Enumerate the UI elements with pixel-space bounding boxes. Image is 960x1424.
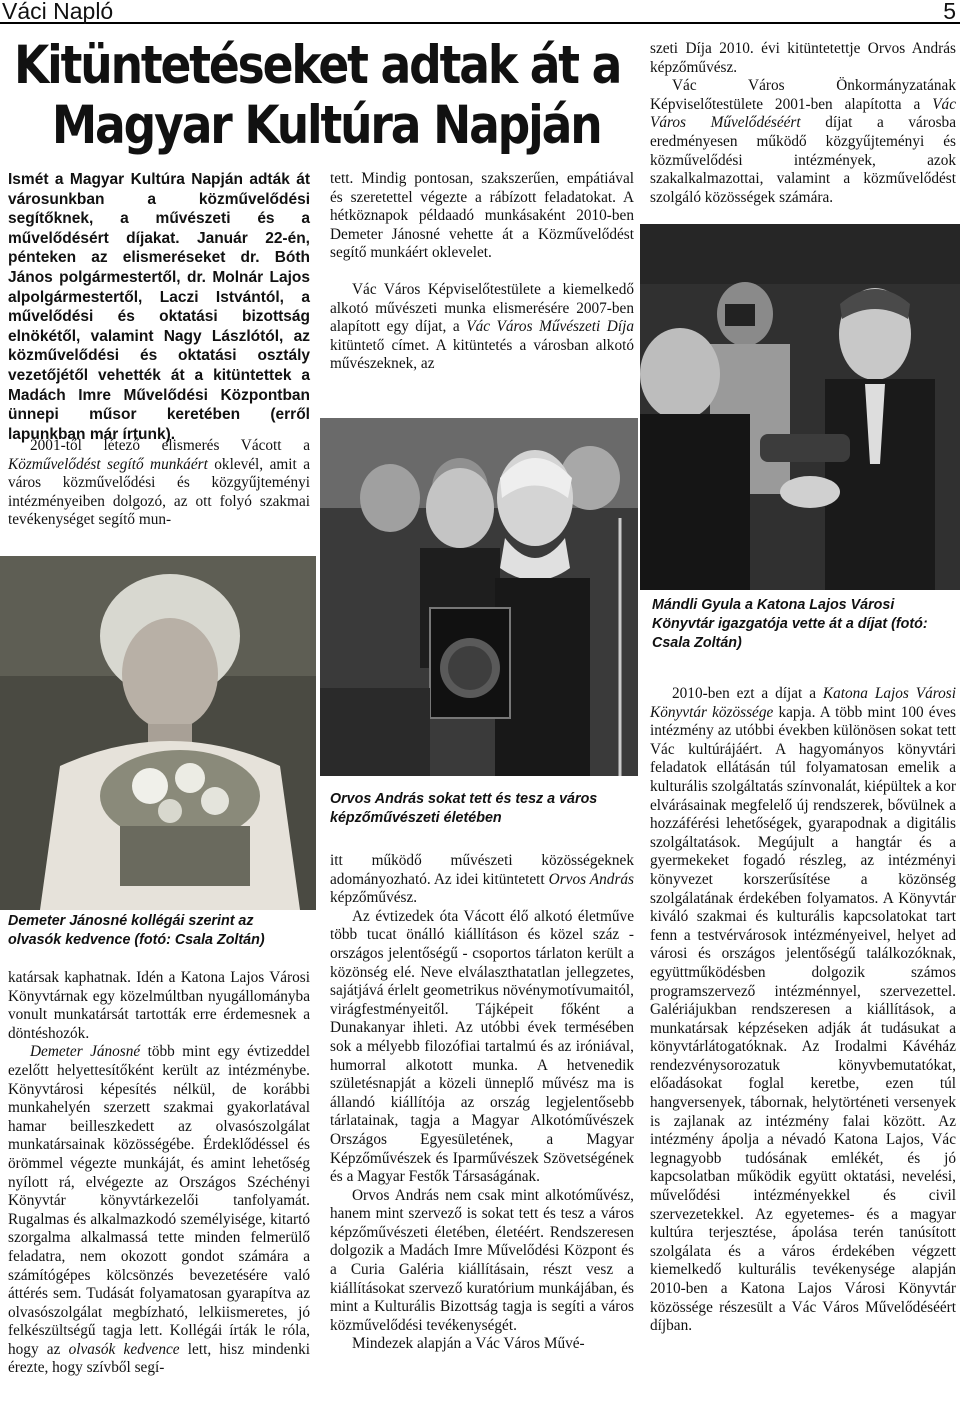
col3-paragraph-2: Vác Város Önkormányzatának Képviselőtestülete 2001-ben alapította a Vác Város Művelődéséért díjat a városba eredményesen működő közgyűjteményi és közművelődési intézmények, azok szakalkalmazottai, valamint a közművelődést szolgáló közösségek számára.	[650, 77, 956, 206]
headline-line-1: Kitüntetéseket adtak át a	[14, 35, 621, 96]
col1-paragraph-1: 2001-től létező elismerés Vácott a Közművelődést segítő munkáért oklevél, amit a város közművelődési és közgyűjteményi intézményeiben dolgozó, az ott folyó szakmai tevékenységet segítő mun-	[8, 437, 310, 529]
col1-paragraph-2: katársak kaphatnak. Idén a Katona Lajos Városi Könyvtárnak egy közelmúltban nyugállományba vonult munkatársát tartották erre érdemesnek a döntéshozók.	[8, 969, 310, 1042]
column-2-bottom	[330, 852, 634, 1354]
column-3-top	[650, 40, 956, 207]
caption-photo-2: Orvos András sokat tett és tesz a város képzőművészeti életében	[330, 791, 598, 826]
caption-photo-3: Mándli Gyula a Katona Lajos Városi Könyvtár igazgatója vette át a díjat (fotó: Csala Zoltán)	[652, 597, 928, 651]
caption-photo-1: Demeter Jánosné kollégái szerint az olvasók kedvence (fotó: Csala Zoltán)	[8, 913, 265, 948]
column-3-bottom	[650, 685, 956, 1336]
col2-paragraph-4: Az évtizedek óta Vácott élő alkotó életműve több tucat önálló kiállításon és közel száz - országos jelentőségű - csoportos tárlaton került a közönség elé. Neve elválaszthatatlan jellegzetes, sajátjává érlelt geometrikus növénymotívumaitól, virágfestményeitől. Tájképeit főként a Dunakanyar ihleti. Az utóbbi évek termésében sok a mélyebb filozófiai tartalmú és az iróniával, humorral alkotott munka. A hetvenedik születésnapját a közeli ünneplő művész ma is állandó kiállítója az ország legjelentősebb tárlatainak, tagja a Magyar Alkotóművészek Országos Egyesületének, a Magyar Képzőművészek és Iparművészek Szövetségének és a Magyar Festők Társaságának.	[330, 907, 634, 1186]
col2-paragraph-1: tett. Mindig pontosan, szakszerűen, empátiával és szeretettel végezte a rábízott feladatokat. A hétköznapok példaadó munkásaként 2010-ben Demeter Jánosné vehette át a Közművelődést segítő munkáért oklevelet.	[330, 170, 634, 262]
photo-orvos-andras	[320, 418, 638, 776]
col3-paragraph-1: szeti Díja 2010. évi kitüntetettje Orvos András képzőművész.	[650, 40, 956, 76]
col2-paragraph-6: Mindezek alapján a Vác Város Művé-	[352, 1335, 585, 1353]
photo-demeter-janosne	[0, 556, 316, 910]
masthead	[0, 0, 960, 24]
artist-with-medal-photo-icon	[320, 418, 638, 776]
handshake-award-photo-icon	[640, 224, 960, 590]
col2-paragraph-3: itt működő művészeti közösségeknek adományozható. Az idei kitüntetett Orvos András képzőművész.	[330, 852, 634, 907]
col2-paragraph-2: Vác Város Képviselőtestülete a kiemelkedő alkotó művészeti munka elismerésére 2007-ben alapított egy díjat, a Vác Város Művészeti Díja kitüntető címet. A kitüntetés a városban alkotó művészeknek, az	[330, 280, 634, 373]
headline-line-2: Magyar Kultúra Napján	[51, 95, 601, 156]
column-1-top	[8, 437, 310, 530]
photo-mandli-gyula	[640, 224, 960, 590]
lead-paragraph: Ismét a Magyar Kultúra Napján adták át városunkban a közművelődési segítőknek, a művészeti és a művelődésért díjakat. Január 22-én, pénteken az elismeréseket dr. Bóth János polgármestertől, dr. Molnár Lajos alpolgármestertől, Laczi Istvántól, a művelődési és oktatási bizottság elnökétől, valamint Nagy Lászlótól, az közművelődési és oktatási osztály vezetőjétől vehették át a kitüntettek a Madách Imre Művelődési Központban ünnepi műsor keretében (erről lapunkban már írtunk).	[8, 171, 310, 443]
column-2-top	[330, 170, 634, 374]
headline	[14, 35, 621, 156]
woman-with-flowers-photo-icon	[0, 556, 316, 910]
newspaper-name: Váci Napló	[2, 0, 114, 24]
col2-paragraph-5: Orvos András nem csak mint alkotóművész, hanem mint szervező is sokat tett és tesz a város képzőművészeti életében, életéért. Rendszeresen dolgozik a Madách Imre Művelődési Központ és a Curia Galéria kiállításain, részt vesz a kiállításokat szervező kuratórium munkájában, és mint a Kulturális Bizottság tagja is segíti a város közművelődési tevékenységét.	[330, 1186, 634, 1334]
col3-paragraph-3: 2010-ben ezt a díjat a Katona Lajos Városi Könyvtár közössége kapja. A több mint 100 éves intézmény az utóbbi években különösen sokat tett Vác kultúrájáért. A hagyományos könyvtári feladatok ellátásán túl folyamatosan emelik a kulturális szolgáltatás színvonalát, kiépültek a kor elvárásainak megfelelő új rendszerek, bővülnek a hozzáférési lehetőségek, gyarapodnak a digitális szolgáltatások. Megújult a hangtár és a gyermekeket fogadó részleg, az intézményi könyvezet korszerűsítése a közönség szolgálatának érdekében folyamatos. A Könyvtár kiváló szakmai és kulturális kapcsolatokat tart fenn a testvérvárosok intézményeivel, helyet ad városi és országos jelentőségű találkozóknak, együttműködésben dolgozik számos programszervező intézménnyel, szervezettel. Galériájukban rendszeresen a kiállítások, a munkatársak képzéseken adják át tudásukat a könyvtárlátogatóknak. Az Irodalmi Kávéház rendezvénysorozatuk könyvbemutatókat, előadásokat foglal keretbe, ezen túl hangversenyek, tábornak, helytörténeti versenyek is zajlanak az intézmény falai között. Az intézmény ápolja a névadó Katona Lajos, Vác legnagyobb tudósának emlékét, és jó kapcsolatban működik együtt oktatási, nevelési, művelődési intézményekkel és civil szervezetekkel. Az egyetemes- és a magyar kultúra terjesztése, ápolása terén tanúsított szolgálata és a város érdekében végzett kiemelkedő kulturális tevékenysége alapján 2010-ben a Katona Lajos Városi Könyvtár közössége részesült a Vác Város Művelődéséért díjban.	[650, 685, 956, 1335]
col1-paragraph-3: Demeter Jánosné több mint egy évtizeddel ezelőtt helyettesítőként került az intézménybe. Könyvtárosi képesítés nélkül, de korábbi munkahelyén szerzett szakmai gyakorlatával hamar beilleszkedett az olvasószolgálat munkatársainak közösségébe. Érdeklődéssel és örömmel végezte munkáját, és amint lehetőség nyílott rá, elvégezte az Országos Széchényi Könyvtár könyvtárkezelői tanfolyamát. Rugalmas és alkalmazkodó személyisége, kitartó szorgalma alkalmassá tette minden felmerülő feladatra, nem okozott gondot számára a számítógépes kölcsönzés bevezetésére való áttérés sem. Tudását folyamatosan gyarapítva az olvasószolgálat megbízható, lelkiismeretes, jó felkészültségű tagja lett. Kollégái írták le róla, hogy az olvasók kedvence lett, hisz mindenki érezte, hogy szívből segí-	[8, 1043, 310, 1377]
column-1-bottom	[8, 969, 310, 1378]
page-number: 5	[943, 0, 956, 24]
